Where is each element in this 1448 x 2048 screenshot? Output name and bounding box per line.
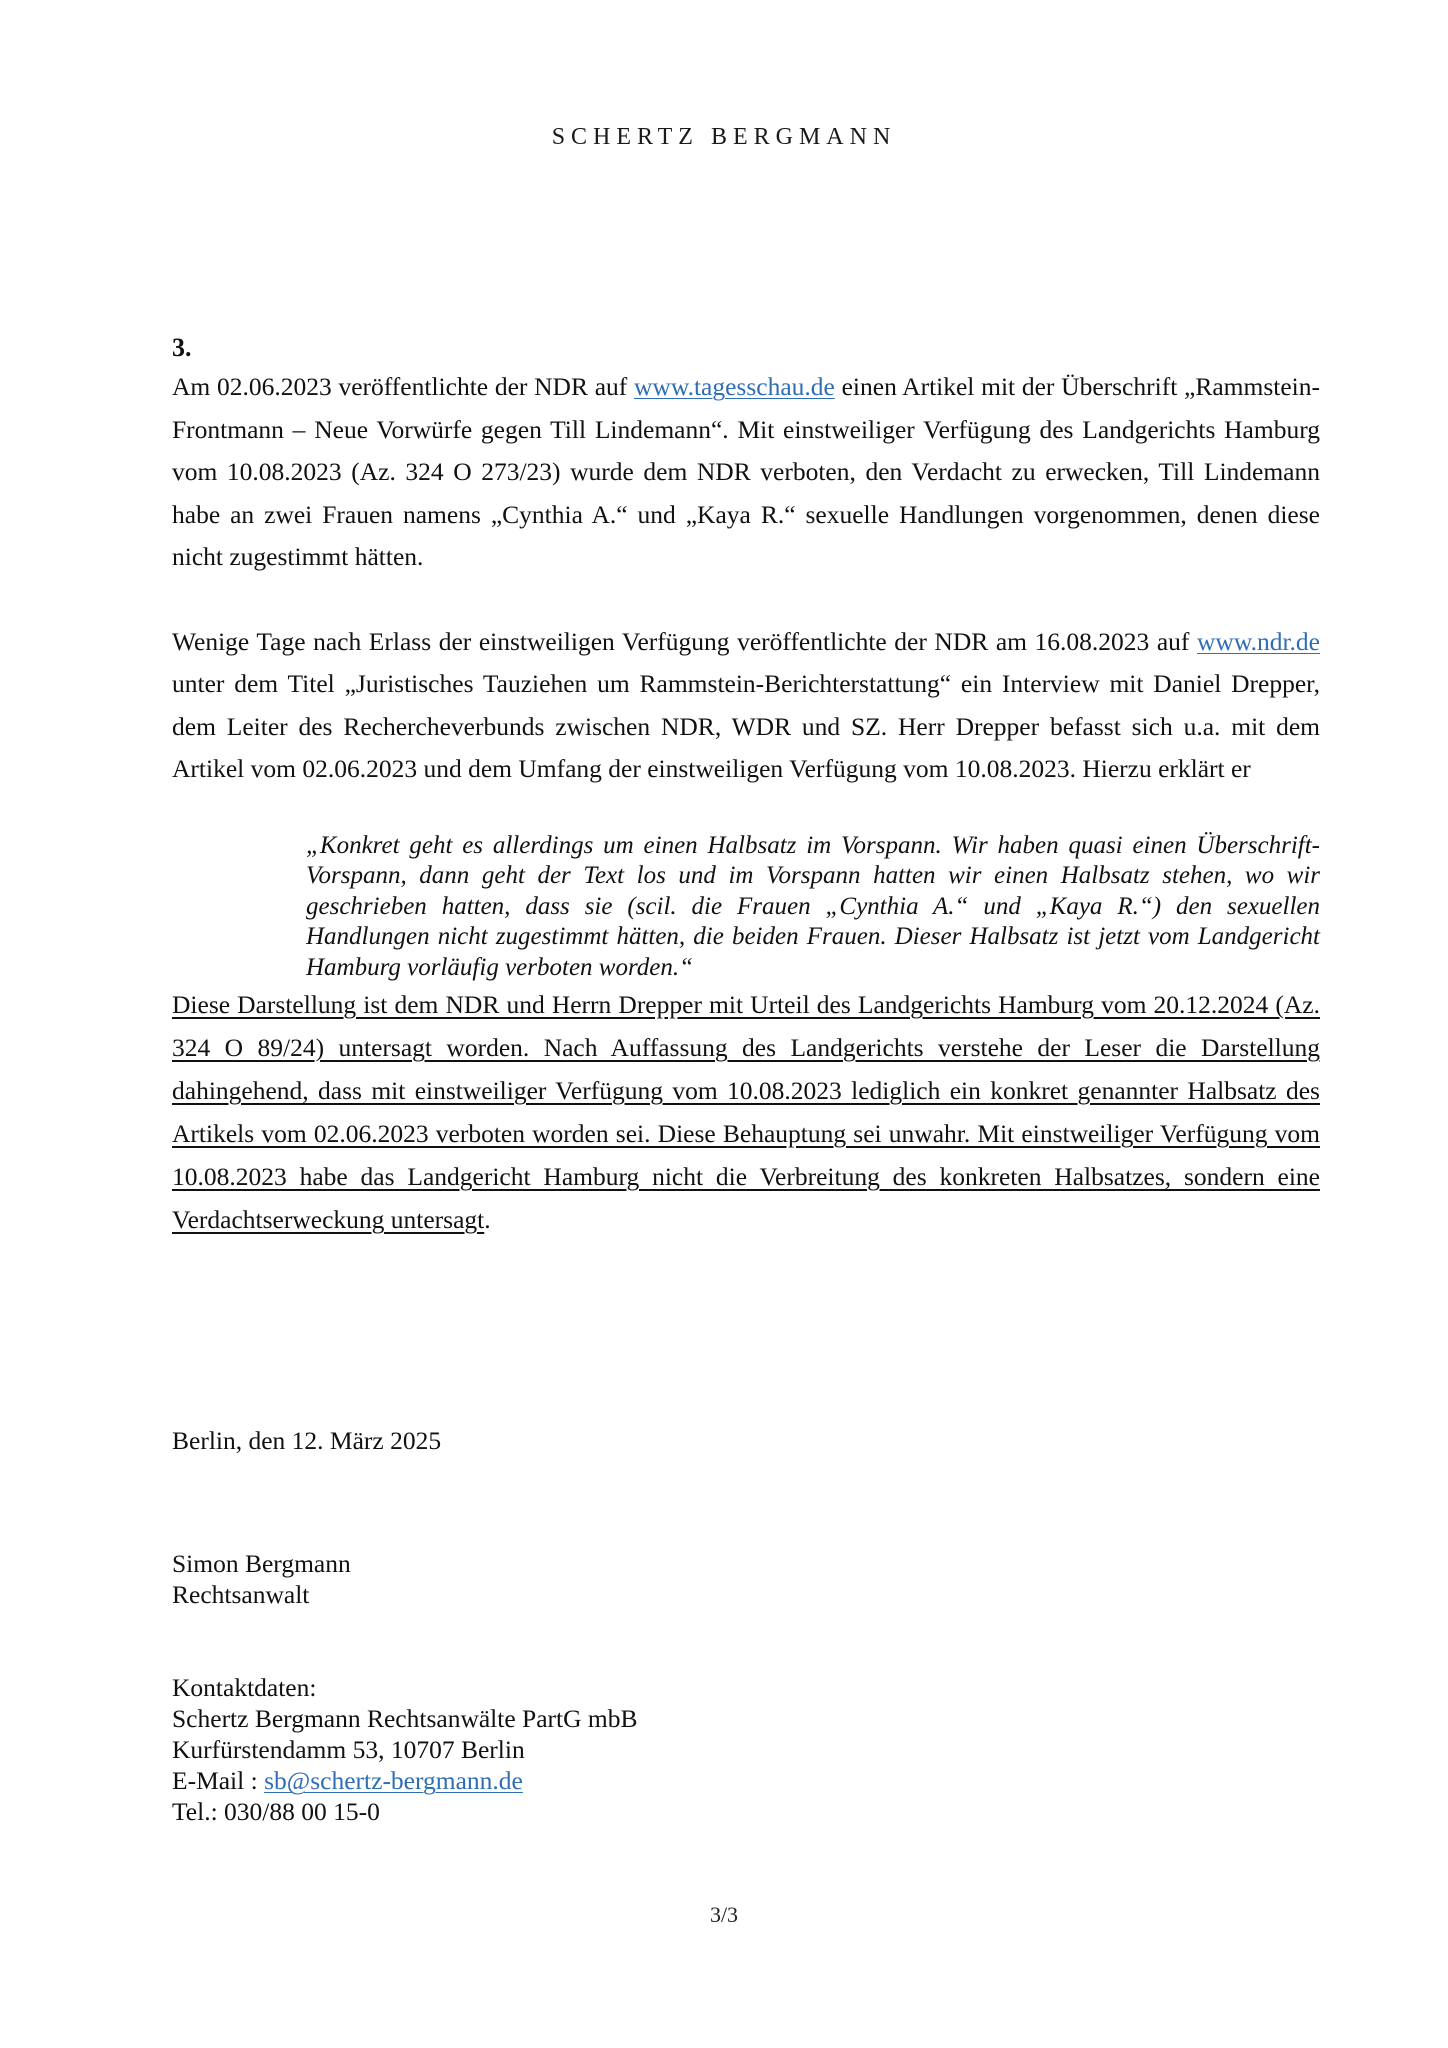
- letterhead: SCHERTZ BERGMANN: [551, 124, 897, 150]
- signature-block: [172, 1548, 351, 1610]
- paragraph-3: [172, 983, 1320, 1241]
- paragraph-1-text-start: Am 02.06.2023 veröffentlichte der NDR auf: [172, 372, 634, 401]
- signer-name: Simon Bergmann: [172, 1549, 351, 1578]
- contact-block: [172, 1672, 638, 1827]
- main-content: [172, 330, 1320, 1241]
- dateline: Berlin, den 12. März 2025: [172, 1426, 442, 1455]
- contact-email-label: E-Mail :: [172, 1766, 265, 1795]
- paragraph-2: [172, 621, 1320, 791]
- paragraph-3-trailing: .: [484, 1205, 491, 1234]
- paragraph-2-text-end: unter dem Titel „Juristisches Tauziehen um Rammstein-Berichterstattung“ ein Interview mit Daniel Drepper, dem Leiter des Rechercheverbunds zwischen NDR, WDR und SZ. Herr Drepper befasst sich u.a. mit dem Artikel vom 02.06.2023 und dem Umfang der einstweiligen Verfügung vom 10.08.2023. Hierzu erklärt er: [172, 669, 1320, 783]
- contact-address: Kurfürstendamm 53, 10707 Berlin: [172, 1735, 525, 1764]
- paragraph-2-text-start: Wenige Tage nach Erlass der einstweiligen Verfügung veröffentlichte der NDR am 16.08.2023 auf: [172, 626, 1197, 656]
- contact-firm: Schertz Bergmann Rechtsanwälte PartG mbB: [172, 1704, 638, 1733]
- interview-quote: „Konkret geht es allerdings um einen Halbsatz im Vorspann. Wir haben quasi einen Überschrift-Vorspann, dann geht der Text los und im Vorspann hatten wir einen Halbsatz stehen, wo wir geschrieben hatten, dass sie (scil. die Frauen „Cynthia A.“ und „Kaya R.“) den sexuellen Handlungen nicht zugestimmt hätten, die beiden Frauen. Dieser Halbsatz ist jetzt vom Landgericht Hamburg vorläufig verboten worden.“: [306, 831, 1320, 981]
- paragraph-1-text-end: einen Artikel mit der Überschrift „Rammstein-Frontmann – Neue Vorwürfe gegen Till Lindemann“. Mit einstweiliger Verfügung des Landgerichts Hamburg vom 10.08.2023 (Az. 324 O 273/23) wurde dem NDR verboten, den Verdacht zu erwecken, Till Lindemann habe an zwei Frauen namens „Cynthia A.“ und „Kaya R.“ sexuelle Handlungen vorgenommen, denen diese nicht zugestimmt hätten.: [172, 372, 1320, 571]
- paragraph-1: [172, 366, 1320, 579]
- signer-title: Rechtsanwalt: [172, 1580, 310, 1609]
- email-link[interactable]: sb@schertz-bergmann.de: [264, 1766, 523, 1795]
- page-number: 3/3: [709, 1902, 739, 1927]
- tagesschau-link[interactable]: www.tagesschau.de: [634, 372, 835, 401]
- section-number: 3.: [172, 333, 192, 362]
- contact-heading: Kontaktdaten:: [172, 1673, 317, 1702]
- paragraph-3-underlined-text: Diese Darstellung ist dem NDR und Herrn Drepper mit Urteil des Landgerichts Hamburg vom 20.12.2024 (Az. 324 O 89/24) untersagt worden. Nach Auffassung des Landgerichts verstehe der Leser die Darstellung dahingehend, dass mit einstweiliger Verfügung vom 10.08.2023 lediglich ein konkret genannter Halbsatz des Artikels vom 02.06.2023 verboten worden sei. Diese Behauptung sei unwahr. Mit einstweiliger Verfügung vom 10.08.2023 habe das Landgericht Hamburg nicht die Verbreitung des konkreten Halbsatzes, sondern eine Verdachtserweckung untersagt: [172, 990, 1320, 1234]
- contact-phone: Tel.: 030/88 00 15-0: [172, 1797, 380, 1826]
- ndr-link[interactable]: www.ndr.de: [1197, 626, 1320, 656]
- contact-email-line: [172, 1765, 638, 1796]
